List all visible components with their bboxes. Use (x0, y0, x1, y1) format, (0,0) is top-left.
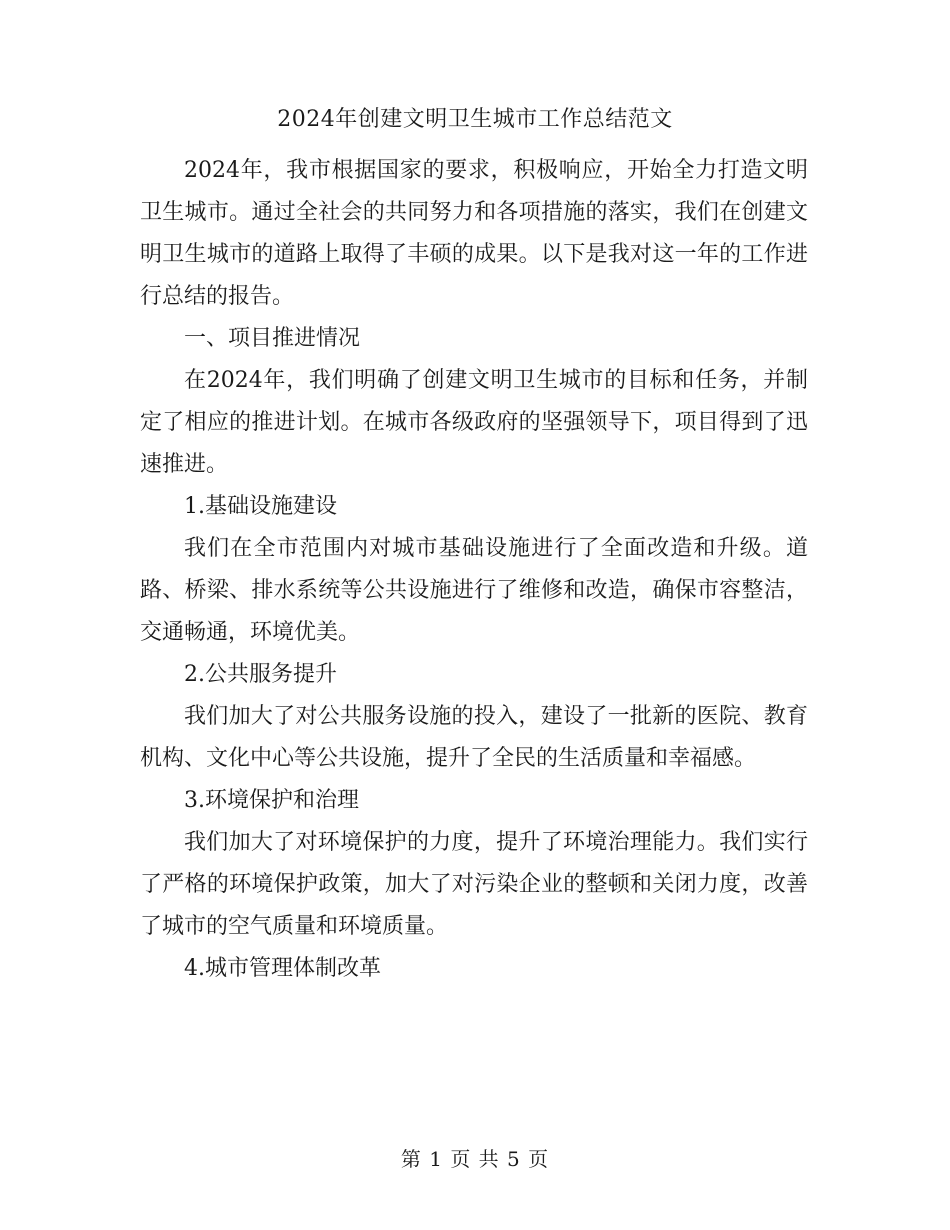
subheading-environment: 3.环境保护和治理 (184, 788, 359, 813)
page-footer: 第 1 页 共 5 页 (400, 1147, 550, 1171)
subheading-infrastructure: 1.基础设施建设 (184, 494, 337, 519)
section-heading-1: 一、项目推进情况 (184, 326, 361, 351)
paragraph-public-service: 我们加大了对公共服务设施的投入，建设了一批新的医院、教育机构、文化中心等公共设施，提升了全民的生活质量和幸福感。 (140, 704, 808, 771)
paragraph-section-1: 在2024年，我们明确了创建文明卫生城市的目标和任务，并制定了相应的推进计划。在城市各级政府的坚强领导下，项目得到了迅速推进。 (140, 368, 808, 477)
subheading-urban-management: 4.城市管理体制改革 (184, 956, 381, 981)
document-title: 2024年创建文明卫生城市工作总结范文 (277, 107, 673, 132)
paragraph-infrastructure: 我们在全市范围内对城市基础设施进行了全面改造和升级。道路、桥梁、排水系统等公共设施进行了维修和改造，确保市容整洁，交通畅通，环境优美。 (140, 536, 808, 645)
paragraph-environment: 我们加大了对环境保护的力度，提升了环境治理能力。我们实行了严格的环境保护政策，加大了对污染企业的整顿和关闭力度，改善了城市的空气质量和环境质量。 (140, 830, 808, 939)
paragraph-intro: 2024年，我市根据国家的要求，积极响应，开始全力打造文明卫生城市。通过全社会的共同努力和各项措施的落实，我们在创建文明卫生城市的道路上取得了丰硕的成果。以下是我对这一年的工作进行总结的报告。 (140, 158, 808, 309)
document-body (140, 150, 808, 990)
subheading-public-service: 2.公共服务提升 (184, 662, 337, 687)
